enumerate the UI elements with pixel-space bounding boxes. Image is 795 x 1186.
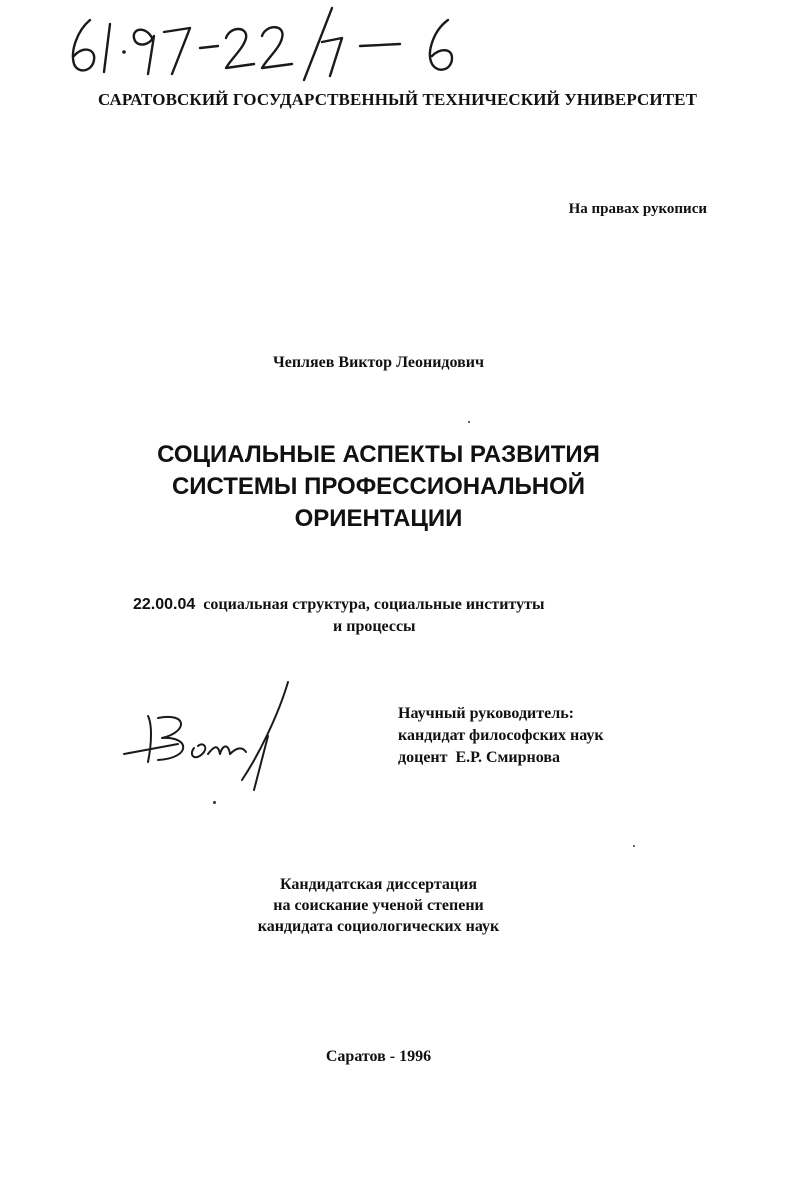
title-line: СИСТЕМЫ ПРОФЕССИОНАЛЬНОЙ xyxy=(171,473,586,500)
scan-speck xyxy=(213,801,216,804)
handwritten-archive-number xyxy=(60,2,480,82)
supervisor-name: доцент Е.Р. Смирнова xyxy=(398,749,560,766)
dissertation-type xyxy=(0,874,757,937)
dissertation-line: кандидата социологических наук xyxy=(257,918,500,935)
dissertation-line: на соискание ученой степени xyxy=(273,897,484,914)
specialty xyxy=(133,594,693,638)
title-line: СОЦИАЛЬНЫЕ АСПЕКТЫ РАЗВИТИЯ xyxy=(157,441,600,468)
manuscript-note: На правах рукописи xyxy=(568,201,707,217)
specialty-name-line1: социальная структура, социальные институты xyxy=(203,596,545,613)
signature xyxy=(118,676,308,806)
scan-speck xyxy=(468,421,470,423)
title-line: ОРИЕНТАЦИИ xyxy=(294,505,463,532)
author-name: Чепляев Виктор Леонидович xyxy=(272,354,485,371)
scan-speck xyxy=(633,845,635,847)
dissertation-title xyxy=(0,439,757,535)
university-name: САРАТОВСКИЙ ГОСУДАРСТВЕННЫЙ ТЕХНИЧЕСКИЙ УНИВЕРСИТЕТ xyxy=(97,90,698,109)
specialty-code: 22.00.04 xyxy=(133,596,196,613)
supervisor-block xyxy=(398,703,604,769)
supervisor-label: Научный руководитель: xyxy=(398,705,574,722)
specialty-name-line2: и процессы xyxy=(333,618,416,635)
dissertation-line: Кандидатская диссертация xyxy=(279,876,478,893)
city-year: Саратов - 1996 xyxy=(325,1048,432,1065)
supervisor-degree: кандидат философских наук xyxy=(398,727,604,744)
